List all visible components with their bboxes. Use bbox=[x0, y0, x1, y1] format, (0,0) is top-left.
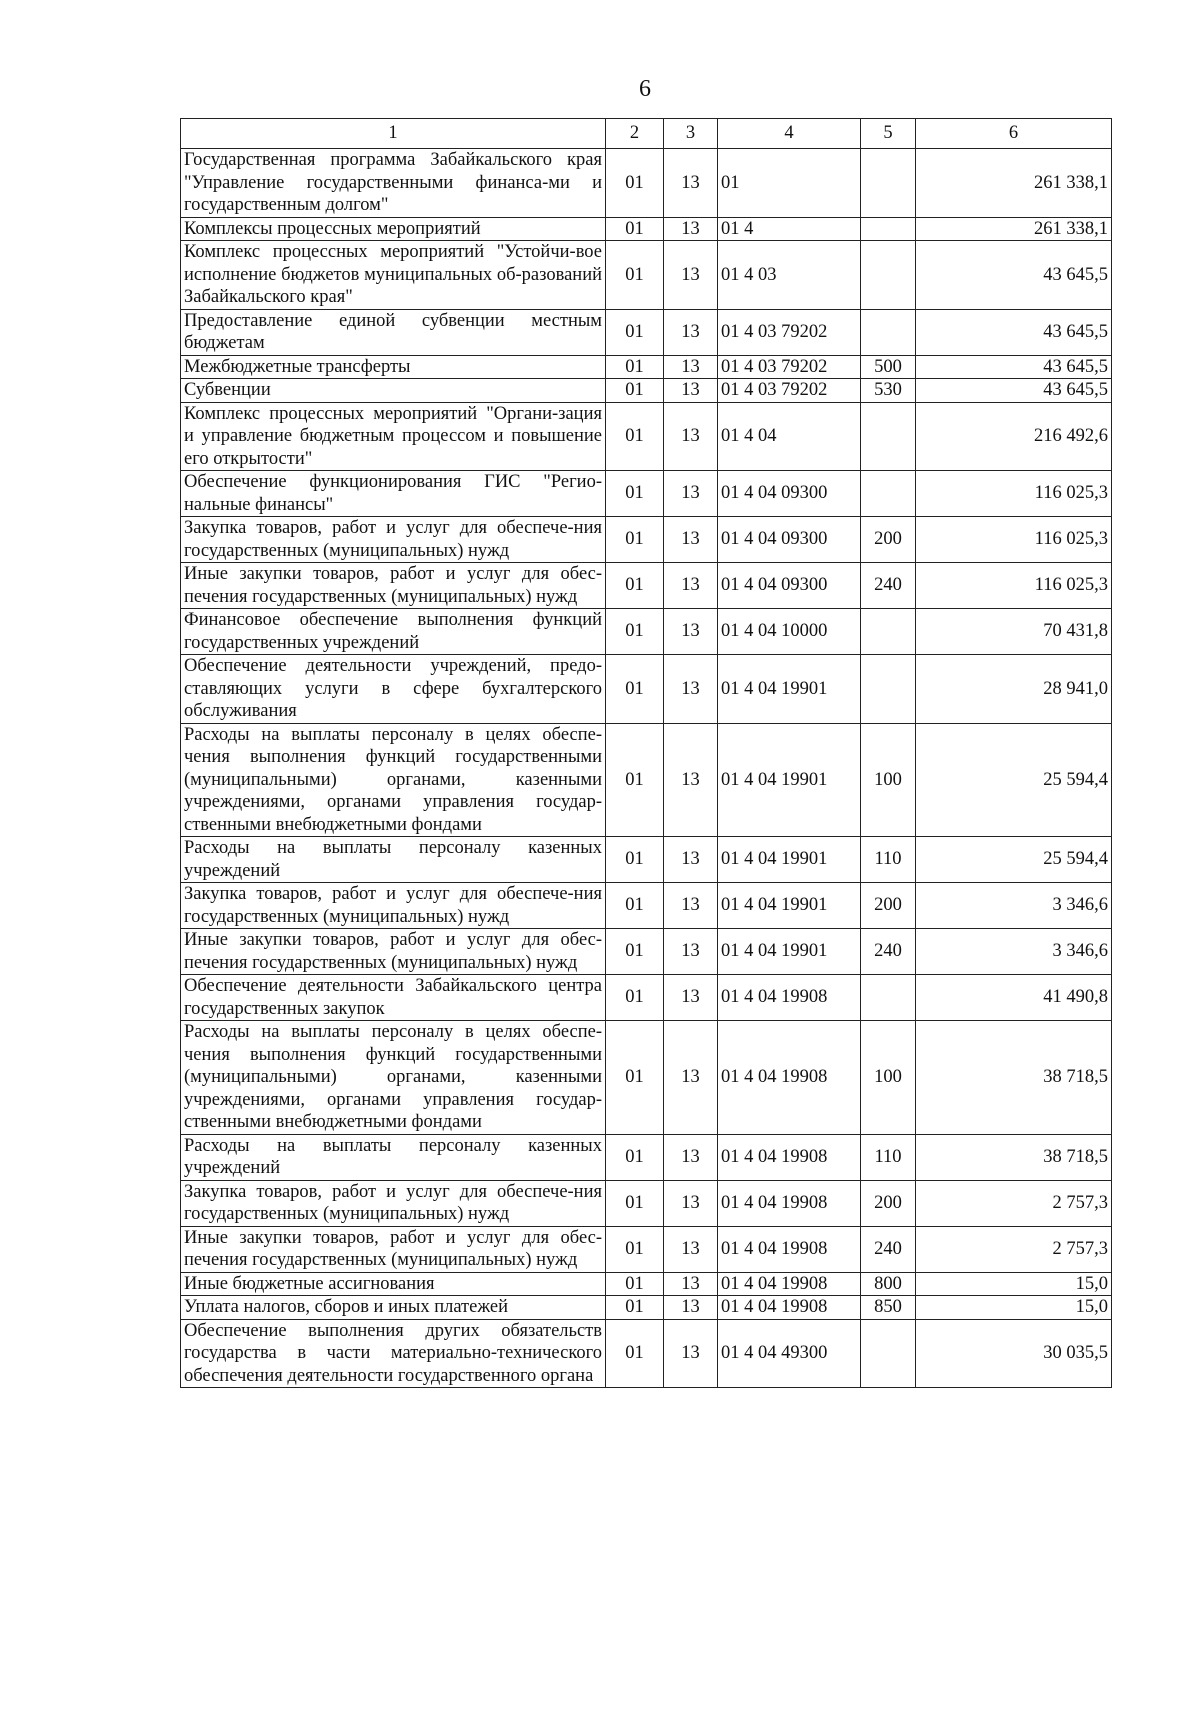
col-header-6: 6 bbox=[916, 119, 1112, 149]
row-target-article: 01 4 03 79202 bbox=[718, 379, 861, 403]
row-subsection: 13 bbox=[664, 471, 718, 517]
row-amount: 25 594,4 bbox=[916, 723, 1112, 837]
row-subsection: 13 bbox=[664, 609, 718, 655]
row-expense-type: 110 bbox=[861, 837, 916, 883]
row-target-article: 01 4 04 19908 bbox=[718, 1296, 861, 1320]
row-subsection: 13 bbox=[664, 309, 718, 355]
table-row bbox=[181, 379, 1112, 403]
row-target-article: 01 4 04 19901 bbox=[718, 929, 861, 975]
row-name: Комплекс процессных мероприятий "Устойчи-вое исполнение бюджетов муниципальных об-разований Забайкальского края" bbox=[181, 241, 606, 310]
row-name: Обеспечение функционирования ГИС "Регио-нальные финансы" bbox=[181, 471, 606, 517]
row-name: Иные закупки товаров, работ и услуг для обес-печения государственных (муниципальных) нужд bbox=[181, 929, 606, 975]
row-target-article: 01 4 04 19908 bbox=[718, 1180, 861, 1226]
row-subsection: 13 bbox=[664, 217, 718, 241]
row-name: Обеспечение выполнения других обязательств государства в части материально-технического обеспечения деятельности государственного органа bbox=[181, 1319, 606, 1388]
row-subsection: 13 bbox=[664, 1134, 718, 1180]
row-expense-type bbox=[861, 241, 916, 310]
table-row bbox=[181, 355, 1112, 379]
row-name: Комплекс процессных мероприятий "Органи-зация и управление бюджетным процессом и повышение его открытости" bbox=[181, 402, 606, 471]
row-section: 01 bbox=[606, 1134, 664, 1180]
row-subsection: 13 bbox=[664, 241, 718, 310]
row-section: 01 bbox=[606, 379, 664, 403]
row-amount: 28 941,0 bbox=[916, 655, 1112, 724]
row-amount: 116 025,3 bbox=[916, 517, 1112, 563]
row-expense-type: 500 bbox=[861, 355, 916, 379]
row-name: Расходы на выплаты персоналу в целях обеспе-чения выполнения функций государственными (муниципальными) органами, казенными учреждениями, органами управления государ-ственными внебюджетными фондами bbox=[181, 1021, 606, 1135]
row-expense-type: 110 bbox=[861, 1134, 916, 1180]
row-name: Иные закупки товаров, работ и услуг для обес-печения государственных (муниципальных) нужд bbox=[181, 563, 606, 609]
row-target-article: 01 4 04 49300 bbox=[718, 1319, 861, 1388]
row-expense-type: 200 bbox=[861, 883, 916, 929]
row-subsection: 13 bbox=[664, 379, 718, 403]
row-section: 01 bbox=[606, 1180, 664, 1226]
row-expense-type: 800 bbox=[861, 1272, 916, 1296]
row-section: 01 bbox=[606, 723, 664, 837]
table-row bbox=[181, 1272, 1112, 1296]
row-amount: 3 346,6 bbox=[916, 883, 1112, 929]
col-header-1: 1 bbox=[181, 119, 606, 149]
row-name: Уплата налогов, сборов и иных платежей bbox=[181, 1296, 606, 1320]
table-body bbox=[181, 149, 1112, 1388]
row-name: Иные бюджетные ассигнования bbox=[181, 1272, 606, 1296]
table-row bbox=[181, 1226, 1112, 1272]
row-target-article: 01 4 04 19908 bbox=[718, 1021, 861, 1135]
row-expense-type bbox=[861, 975, 916, 1021]
row-section: 01 bbox=[606, 883, 664, 929]
row-subsection: 13 bbox=[664, 1021, 718, 1135]
table-row bbox=[181, 609, 1112, 655]
row-subsection: 13 bbox=[664, 1296, 718, 1320]
page-number: 6 bbox=[639, 76, 651, 102]
row-expense-type bbox=[861, 149, 916, 218]
row-section: 01 bbox=[606, 471, 664, 517]
table-row bbox=[181, 975, 1112, 1021]
budget-table bbox=[180, 118, 1112, 1388]
table-row bbox=[181, 217, 1112, 241]
row-subsection: 13 bbox=[664, 655, 718, 724]
row-target-article: 01 4 04 10000 bbox=[718, 609, 861, 655]
row-subsection: 13 bbox=[664, 1226, 718, 1272]
row-name: Закупка товаров, работ и услуг для обеспече-ния государственных (муниципальных) нужд bbox=[181, 883, 606, 929]
row-name: Финансовое обеспечение выполнения функций государственных учреждений bbox=[181, 609, 606, 655]
row-target-article: 01 4 04 bbox=[718, 402, 861, 471]
row-target-article: 01 4 04 19908 bbox=[718, 975, 861, 1021]
table-row bbox=[181, 241, 1112, 310]
row-name: Предоставление единой субвенции местным бюджетам bbox=[181, 309, 606, 355]
row-expense-type bbox=[861, 217, 916, 241]
row-expense-type bbox=[861, 471, 916, 517]
row-section: 01 bbox=[606, 241, 664, 310]
table-row bbox=[181, 471, 1112, 517]
row-name: Обеспечение деятельности учреждений, предо-ставляющих услуги в сфере бухгалтерского обслуживания bbox=[181, 655, 606, 724]
row-name: Иные закупки товаров, работ и услуг для обес-печения государственных (муниципальных) нужд bbox=[181, 1226, 606, 1272]
row-target-article: 01 4 04 19901 bbox=[718, 883, 861, 929]
row-target-article: 01 4 04 09300 bbox=[718, 517, 861, 563]
row-target-article: 01 bbox=[718, 149, 861, 218]
row-name: Межбюджетные трансферты bbox=[181, 355, 606, 379]
row-expense-type: 200 bbox=[861, 517, 916, 563]
row-expense-type: 240 bbox=[861, 563, 916, 609]
row-section: 01 bbox=[606, 609, 664, 655]
row-subsection: 13 bbox=[664, 1319, 718, 1388]
row-name: Расходы на выплаты персоналу казенных учреждений bbox=[181, 1134, 606, 1180]
row-expense-type: 850 bbox=[861, 1296, 916, 1320]
table-row bbox=[181, 1134, 1112, 1180]
row-amount: 41 490,8 bbox=[916, 975, 1112, 1021]
table-row bbox=[181, 309, 1112, 355]
row-name: Расходы на выплаты персоналу казенных учреждений bbox=[181, 837, 606, 883]
row-amount: 43 645,5 bbox=[916, 355, 1112, 379]
col-header-3: 3 bbox=[664, 119, 718, 149]
row-amount: 261 338,1 bbox=[916, 149, 1112, 218]
row-amount: 38 718,5 bbox=[916, 1021, 1112, 1135]
row-amount: 70 431,8 bbox=[916, 609, 1112, 655]
row-target-article: 01 4 04 19901 bbox=[718, 837, 861, 883]
row-expense-type: 100 bbox=[861, 723, 916, 837]
row-section: 01 bbox=[606, 975, 664, 1021]
row-amount: 116 025,3 bbox=[916, 563, 1112, 609]
table-row bbox=[181, 929, 1112, 975]
row-expense-type: 240 bbox=[861, 929, 916, 975]
row-section: 01 bbox=[606, 217, 664, 241]
row-section: 01 bbox=[606, 655, 664, 724]
row-subsection: 13 bbox=[664, 563, 718, 609]
row-amount: 3 346,6 bbox=[916, 929, 1112, 975]
row-amount: 43 645,5 bbox=[916, 379, 1112, 403]
table-row bbox=[181, 883, 1112, 929]
row-expense-type: 100 bbox=[861, 1021, 916, 1135]
table-row bbox=[181, 1319, 1112, 1388]
row-section: 01 bbox=[606, 1319, 664, 1388]
row-target-article: 01 4 04 19908 bbox=[718, 1272, 861, 1296]
header-row bbox=[181, 119, 1112, 149]
table-row bbox=[181, 837, 1112, 883]
row-amount: 30 035,5 bbox=[916, 1319, 1112, 1388]
table-row bbox=[181, 563, 1112, 609]
row-section: 01 bbox=[606, 929, 664, 975]
row-section: 01 bbox=[606, 1296, 664, 1320]
row-amount: 15,0 bbox=[916, 1296, 1112, 1320]
row-amount: 25 594,4 bbox=[916, 837, 1112, 883]
row-section: 01 bbox=[606, 517, 664, 563]
row-target-article: 01 4 04 19901 bbox=[718, 723, 861, 837]
row-subsection: 13 bbox=[664, 929, 718, 975]
row-section: 01 bbox=[606, 402, 664, 471]
row-section: 01 bbox=[606, 1021, 664, 1135]
col-header-5: 5 bbox=[861, 119, 916, 149]
row-name: Комплексы процессных мероприятий bbox=[181, 217, 606, 241]
row-expense-type bbox=[861, 655, 916, 724]
row-target-article: 01 4 04 19908 bbox=[718, 1134, 861, 1180]
row-target-article: 01 4 03 bbox=[718, 241, 861, 310]
row-subsection: 13 bbox=[664, 149, 718, 218]
row-amount: 15,0 bbox=[916, 1272, 1112, 1296]
table-row bbox=[181, 1296, 1112, 1320]
row-target-article: 01 4 04 09300 bbox=[718, 563, 861, 609]
row-target-article: 01 4 04 19901 bbox=[718, 655, 861, 724]
row-amount: 2 757,3 bbox=[916, 1180, 1112, 1226]
row-subsection: 13 bbox=[664, 723, 718, 837]
row-expense-type bbox=[861, 309, 916, 355]
table-row bbox=[181, 1021, 1112, 1135]
row-expense-type: 530 bbox=[861, 379, 916, 403]
row-target-article: 01 4 03 79202 bbox=[718, 309, 861, 355]
row-target-article: 01 4 03 79202 bbox=[718, 355, 861, 379]
row-name: Закупка товаров, работ и услуг для обеспече-ния государственных (муниципальных) нужд bbox=[181, 517, 606, 563]
table-row bbox=[181, 402, 1112, 471]
row-target-article: 01 4 04 19908 bbox=[718, 1226, 861, 1272]
row-name: Закупка товаров, работ и услуг для обеспече-ния государственных (муниципальных) нужд bbox=[181, 1180, 606, 1226]
table-row bbox=[181, 517, 1112, 563]
row-subsection: 13 bbox=[664, 355, 718, 379]
row-section: 01 bbox=[606, 837, 664, 883]
table-row bbox=[181, 723, 1112, 837]
row-subsection: 13 bbox=[664, 837, 718, 883]
row-amount: 2 757,3 bbox=[916, 1226, 1112, 1272]
row-expense-type bbox=[861, 609, 916, 655]
table-row bbox=[181, 149, 1112, 218]
table-row bbox=[181, 655, 1112, 724]
row-name: Обеспечение деятельности Забайкальского центра государственных закупок bbox=[181, 975, 606, 1021]
row-name: Государственная программа Забайкальского края "Управление государственными финанса-ми и государственным долгом" bbox=[181, 149, 606, 218]
row-amount: 38 718,5 bbox=[916, 1134, 1112, 1180]
row-subsection: 13 bbox=[664, 883, 718, 929]
row-expense-type: 200 bbox=[861, 1180, 916, 1226]
row-amount: 261 338,1 bbox=[916, 217, 1112, 241]
row-target-article: 01 4 04 09300 bbox=[718, 471, 861, 517]
row-amount: 216 492,6 bbox=[916, 402, 1112, 471]
row-name: Субвенции bbox=[181, 379, 606, 403]
row-expense-type: 240 bbox=[861, 1226, 916, 1272]
row-section: 01 bbox=[606, 149, 664, 218]
col-header-4: 4 bbox=[718, 119, 861, 149]
table-row bbox=[181, 1180, 1112, 1226]
row-target-article: 01 4 bbox=[718, 217, 861, 241]
row-amount: 116 025,3 bbox=[916, 471, 1112, 517]
row-expense-type bbox=[861, 402, 916, 471]
row-amount: 43 645,5 bbox=[916, 309, 1112, 355]
row-subsection: 13 bbox=[664, 1180, 718, 1226]
row-amount: 43 645,5 bbox=[916, 241, 1112, 310]
row-section: 01 bbox=[606, 1272, 664, 1296]
row-section: 01 bbox=[606, 309, 664, 355]
row-subsection: 13 bbox=[664, 975, 718, 1021]
row-expense-type bbox=[861, 1319, 916, 1388]
row-section: 01 bbox=[606, 1226, 664, 1272]
row-subsection: 13 bbox=[664, 517, 718, 563]
col-header-2: 2 bbox=[606, 119, 664, 149]
row-name: Расходы на выплаты персоналу в целях обеспе-чения выполнения функций государственными (муниципальными) органами, казенными учреждениями, органами управления государ-ственными внебюджетными фондами bbox=[181, 723, 606, 837]
row-section: 01 bbox=[606, 563, 664, 609]
row-subsection: 13 bbox=[664, 1272, 718, 1296]
row-section: 01 bbox=[606, 355, 664, 379]
row-subsection: 13 bbox=[664, 402, 718, 471]
